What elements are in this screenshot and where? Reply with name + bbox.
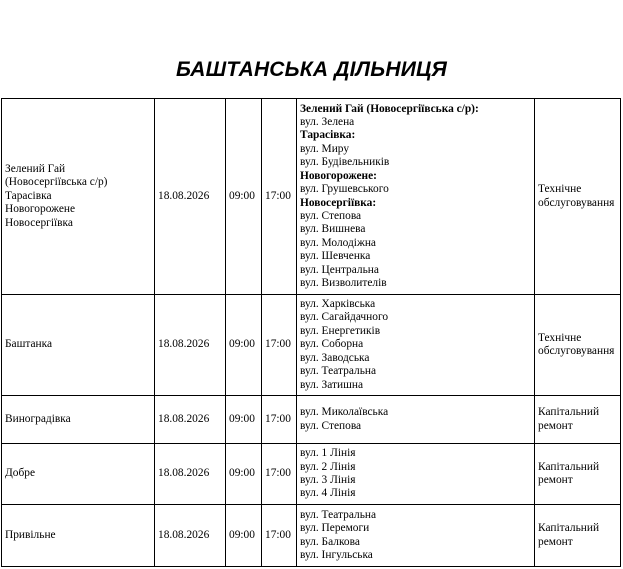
street-item: вул. Затишна — [300, 378, 364, 391]
street-item: вул. Соборна — [300, 338, 364, 351]
street-item: вул. Вишнева — [300, 223, 366, 236]
date-cell: 18.08.2026 — [155, 444, 226, 505]
streets-cell — [297, 505, 535, 567]
table-row — [2, 444, 621, 505]
street-item: вул. Шевченка — [300, 250, 371, 263]
locality-line: Привільне — [5, 528, 56, 541]
streets-cell — [297, 99, 535, 295]
streets-cell — [297, 295, 535, 396]
street-item: вул. Балкова — [300, 535, 360, 548]
start-time-cell: 09:00 — [226, 396, 262, 444]
street-item: вул. 4 Лінія — [300, 487, 356, 500]
end-time-cell: 17:00 — [262, 505, 297, 567]
locality-line: Новосергіївка — [5, 216, 73, 229]
locality-cell — [2, 396, 155, 444]
street-item: вул. Молодіжна — [300, 236, 376, 249]
date-cell: 18.08.2026 — [155, 396, 226, 444]
locality-line: Новогорожене — [5, 203, 76, 216]
street-item: вул. Миколаївська — [300, 406, 389, 419]
street-item: вул. Енергетиків — [300, 324, 381, 337]
start-time-cell: 09:00 — [226, 99, 262, 295]
start-time-cell: 09:00 — [226, 444, 262, 505]
street-item: вул. Будівельників — [300, 156, 390, 169]
street-item: вул. Центральна — [300, 263, 379, 276]
end-time-cell: 17:00 — [262, 295, 297, 396]
street-item: вул. Інгульська — [300, 548, 373, 561]
streets-cell — [297, 444, 535, 505]
street-item: вул. Перемоги — [300, 522, 370, 535]
date-cell: 18.08.2026 — [155, 99, 226, 295]
locality-line: (Новосергіївська с/р) — [5, 176, 108, 189]
schedule-body — [2, 99, 621, 567]
page-title: БАШТАНСЬКА ДІЛЬНИЦЯ — [175, 58, 448, 81]
street-group-title: Новогорожене: — [300, 169, 377, 182]
reason-cell: Технічне обслуговування — [535, 295, 621, 396]
street-item: вул. Степова — [300, 419, 362, 432]
reason-cell: Капітальний ремонт — [535, 396, 621, 444]
reason-cell: Капітальний ремонт — [535, 444, 621, 505]
reason-cell: Технічне обслуговування — [535, 99, 621, 295]
end-time-cell: 17:00 — [262, 99, 297, 295]
end-time-cell: 17:00 — [262, 396, 297, 444]
locality-line: Виноградівка — [5, 412, 71, 425]
locality-cell — [2, 295, 155, 396]
locality-line: Добре — [5, 467, 36, 480]
locality-line: Баштанка — [5, 338, 53, 351]
table-row — [2, 99, 621, 295]
locality-cell — [2, 444, 155, 505]
date-cell: 18.08.2026 — [155, 295, 226, 396]
street-item: вул. Визволителів — [300, 276, 387, 289]
locality-line: Зелений Гай — [5, 162, 66, 175]
street-item: вул. Зелена — [300, 116, 355, 129]
table-row — [2, 295, 621, 396]
street-item: вул. Грушевського — [300, 183, 389, 196]
streets-cell — [297, 396, 535, 444]
locality-line: Тарасівка — [5, 189, 52, 202]
table-row — [2, 396, 621, 444]
end-time-cell: 17:00 — [262, 444, 297, 505]
start-time-cell: 09:00 — [226, 295, 262, 396]
start-time-cell: 09:00 — [226, 505, 262, 567]
street-item: вул. 3 Лінія — [300, 474, 356, 486]
street-item: вул. 2 Лінія — [300, 460, 356, 473]
outage-schedule-table — [1, 98, 621, 567]
street-item: вул. Миру — [300, 142, 350, 155]
street-item: вул. Харківська — [300, 298, 376, 311]
street-item: вул. Степова — [300, 209, 362, 222]
street-item: вул. Сагайдачного — [300, 311, 389, 324]
street-group-title: Зелений Гай (Новосергіївська с/р): — [300, 102, 479, 115]
street-item: вул. 1 Лінія — [300, 447, 356, 460]
street-item: вул. Театральна — [300, 508, 377, 521]
table-row — [2, 505, 621, 567]
street-item: вул. Заводська — [300, 351, 370, 364]
street-group-title: Тарасівка: — [300, 129, 356, 142]
date-cell: 18.08.2026 — [155, 505, 226, 567]
locality-cell — [2, 99, 155, 295]
locality-cell — [2, 505, 155, 567]
reason-cell: Капітальний ремонт — [535, 505, 621, 567]
street-group-title: Новосергіївка: — [300, 196, 377, 209]
street-item: вул. Театральна — [300, 365, 377, 378]
